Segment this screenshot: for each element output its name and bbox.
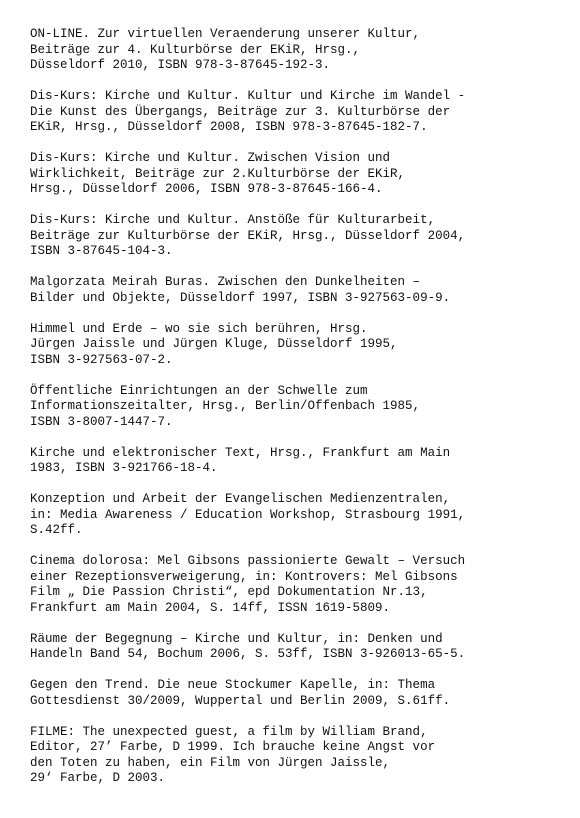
bibliography-entry bbox=[30, 678, 570, 709]
bibliography-entry bbox=[30, 725, 570, 787]
bibliography-entry bbox=[30, 492, 570, 539]
bibliography-entry bbox=[30, 384, 570, 431]
entry-line: Öffentliche Einrichtungen an der Schwelle zum bbox=[30, 383, 368, 398]
entry-line: Beiträge zur Kulturbörse der EKiR, Hrsg., Düsseldorf 2004, bbox=[30, 228, 466, 243]
entry-line: ISBN 3-927563-07-2. bbox=[30, 352, 173, 367]
entry-line: Beiträge zur 4. Kulturbörse der EKiR, Hrsg., bbox=[30, 42, 361, 57]
entry-line: Räume der Begegnung – Kirche und Kultur, in: Denken und bbox=[30, 631, 443, 646]
entry-line: 29‘ Farbe, D 2003. bbox=[30, 771, 166, 785]
entry-line: Cinema dolorosa: Mel Gibsons passionierte Gewalt – Versuch bbox=[30, 554, 466, 568]
entry-line: Frankfurt am Main 2004, S. 14ff, ISSN 1619-5809. bbox=[30, 600, 391, 615]
entry-line: FILME: The unexpected guest, a film by William Brand, bbox=[30, 724, 428, 739]
entry-line: 1983, ISBN 3-921766-18-4. bbox=[30, 461, 218, 475]
entry-line: Düsseldorf 2010, ISBN 978-3-87645-192-3. bbox=[30, 58, 331, 72]
entry-line: Film „ Die Passion Christi“, epd Dokumentation Nr.13, bbox=[30, 585, 428, 599]
bibliography-entry bbox=[30, 632, 570, 663]
entry-line: Die Kunst des Übergangs, Beiträge zur 3. Kulturbörse der bbox=[30, 104, 451, 119]
bibliography-entry bbox=[30, 446, 570, 477]
entry-line: S.42ff. bbox=[30, 523, 83, 537]
entry-line: ISBN 3-8007-1447-7. bbox=[30, 414, 173, 429]
entry-line: Himmel und Erde – wo sie sich berühren, Hrsg. bbox=[30, 321, 368, 336]
entry-line: Handeln Band 54, Bochum 2006, S. 53ff, ISBN 3-926013-65-5. bbox=[30, 647, 466, 661]
entry-line: Editor, 27’ Farbe, D 1999. Ich brauche keine Angst vor bbox=[30, 740, 436, 754]
entry-line: Dis-Kurs: Kirche und Kultur. Kultur und Kirche im Wandel - bbox=[30, 89, 466, 103]
bibliography-page bbox=[30, 27, 570, 802]
entry-line: ON-LINE. Zur virtuellen Veraenderung unserer Kultur, bbox=[30, 27, 421, 41]
entry-line: EKiR, Hrsg., Düsseldorf 2008, ISBN 978-3-87645-182-7. bbox=[30, 120, 428, 134]
bibliography-entry bbox=[30, 554, 570, 616]
entry-line: Gottesdienst 30/2009, Wuppertal und Berlin 2009, S.61ff. bbox=[30, 693, 451, 708]
entry-line: in: Media Awareness / Education Workshop, Strasbourg 1991, bbox=[30, 507, 466, 522]
entry-line: Jürgen Jaissle und Jürgen Kluge, Düsseldorf 1995, bbox=[30, 337, 398, 351]
entry-line: den Toten zu haben, ein Film von Jürgen Jaissle, bbox=[30, 755, 391, 770]
bibliography-entry bbox=[30, 27, 570, 74]
bibliography-entry bbox=[30, 213, 570, 260]
entry-line: Konzeption und Arbeit der Evangelischen Medienzentralen, bbox=[30, 492, 451, 506]
entry-line: Kirche und elektronischer Text, Hrsg., Frankfurt am Main bbox=[30, 445, 451, 460]
entry-line: Informationszeitalter, Hrsg., Berlin/Offenbach 1985, bbox=[30, 399, 421, 413]
entry-line: Wirklichkeit, Beiträge zur 2.Kulturbörse der EKiR, bbox=[30, 166, 406, 181]
bibliography-entry bbox=[30, 275, 570, 306]
entry-line: ISBN 3-87645-104-3. bbox=[30, 244, 173, 258]
entry-line: Bilder und Objekte, Düsseldorf 1997, ISBN 3-927563-09-9. bbox=[30, 290, 451, 305]
entry-line: einer Rezeptionsverweigerung, in: Kontrovers: Mel Gibsons bbox=[30, 569, 458, 584]
bibliography-entry bbox=[30, 322, 570, 369]
bibliography-entry bbox=[30, 151, 570, 198]
entry-line: Gegen den Trend. Die neue Stockumer Kapelle, in: Thema bbox=[30, 678, 436, 692]
entry-line: Dis-Kurs: Kirche und Kultur. Anstöße für Kulturarbeit, bbox=[30, 213, 436, 227]
bibliography-entry bbox=[30, 89, 570, 136]
entry-line: Malgorzata Meirah Buras. Zwischen den Dunkelheiten – bbox=[30, 275, 421, 289]
entry-line: Hrsg., Düsseldorf 2006, ISBN 978-3-87645-166-4. bbox=[30, 182, 383, 196]
entry-line: Dis-Kurs: Kirche und Kultur. Zwischen Vision und bbox=[30, 151, 391, 165]
